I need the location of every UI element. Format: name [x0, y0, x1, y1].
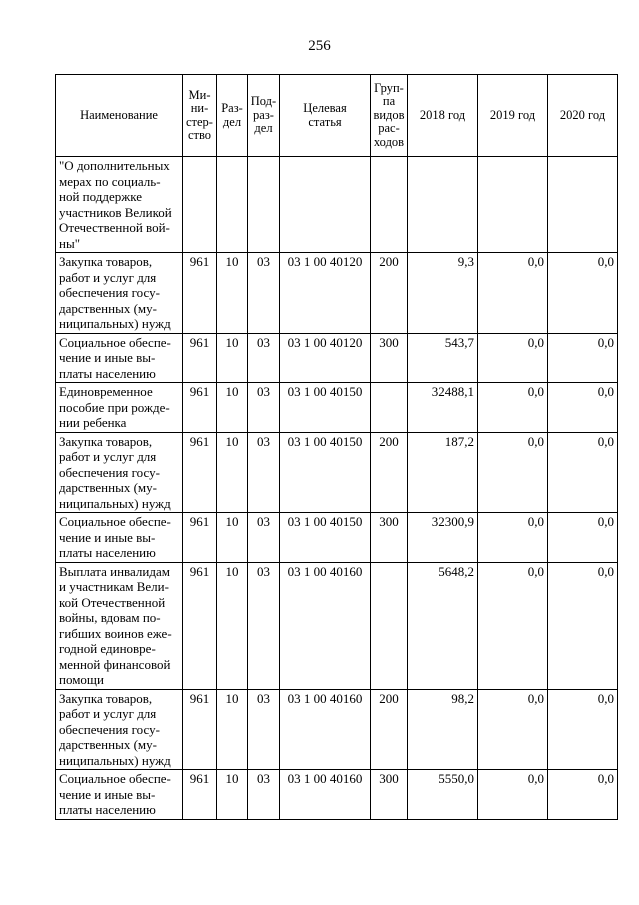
row-value-2019: 0,0 — [478, 562, 548, 689]
row-section — [217, 157, 248, 253]
row-value-2018: 98,2 — [408, 689, 478, 770]
row-value-2018: 9,3 — [408, 253, 478, 334]
row-expense-group: 200 — [371, 432, 408, 513]
row-name: Закупка товаров, работ и услуг для обеспечения госу- дарственных (му- ниципальных) нужд — [56, 253, 183, 334]
row-target: 03 1 00 40120 — [280, 333, 371, 383]
table-header-row — [56, 75, 618, 157]
header-2018: 2018 год — [408, 75, 478, 157]
row-target: 03 1 00 40160 — [280, 689, 371, 770]
row-target: 03 1 00 40160 — [280, 562, 371, 689]
header-2020: 2020 год — [548, 75, 618, 157]
row-name: "О дополнительных мерах по социаль- ной поддержке участников Великой Отечественной вой- ны" — [56, 157, 183, 253]
header-name: Наименование — [56, 75, 183, 157]
row-subsection: 03 — [248, 383, 280, 433]
row-value-2019: 0,0 — [478, 770, 548, 820]
row-value-2019 — [478, 157, 548, 253]
row-subsection — [248, 157, 280, 253]
row-value-2019: 0,0 — [478, 513, 548, 563]
row-name: Единовременное пособие при рожде- нии ребенка — [56, 383, 183, 433]
table-row — [56, 770, 618, 820]
row-value-2018: 5550,0 — [408, 770, 478, 820]
table-row — [56, 253, 618, 334]
table-row — [56, 562, 618, 689]
row-value-2020: 0,0 — [548, 513, 618, 563]
row-value-2020: 0,0 — [548, 562, 618, 689]
header-ministry: Ми- ни- стер- ство — [183, 75, 217, 157]
row-target: 03 1 00 40120 — [280, 253, 371, 334]
row-ministry: 961 — [183, 513, 217, 563]
table-row — [56, 689, 618, 770]
row-target: 03 1 00 40160 — [280, 770, 371, 820]
row-subsection: 03 — [248, 770, 280, 820]
row-ministry: 961 — [183, 253, 217, 334]
row-ministry: 961 — [183, 562, 217, 689]
row-target: 03 1 00 40150 — [280, 513, 371, 563]
row-expense-group — [371, 562, 408, 689]
row-section: 10 — [217, 770, 248, 820]
row-section: 10 — [217, 253, 248, 334]
row-name: Социальное обеспе- чение и иные вы- платы населению — [56, 513, 183, 563]
page-number: 256 — [308, 38, 331, 54]
row-section: 10 — [217, 383, 248, 433]
header-expense-group: Груп- па видов рас- ходов — [371, 75, 408, 157]
row-ministry: 961 — [183, 383, 217, 433]
row-section: 10 — [217, 513, 248, 563]
row-value-2019: 0,0 — [478, 689, 548, 770]
row-section: 10 — [217, 333, 248, 383]
header-target: Целевая статья — [280, 75, 371, 157]
row-value-2020: 0,0 — [548, 383, 618, 433]
row-expense-group: 300 — [371, 513, 408, 563]
row-name: Закупка товаров, работ и услуг для обеспечения госу- дарственных (му- ниципальных) нужд — [56, 689, 183, 770]
row-expense-group: 200 — [371, 253, 408, 334]
table-row — [56, 383, 618, 433]
row-expense-group: 200 — [371, 689, 408, 770]
row-value-2018: 32488,1 — [408, 383, 478, 433]
table-row — [56, 157, 618, 253]
table-row — [56, 432, 618, 513]
row-target: 03 1 00 40150 — [280, 432, 371, 513]
row-subsection: 03 — [248, 513, 280, 563]
row-value-2020: 0,0 — [548, 253, 618, 334]
row-expense-group: 300 — [371, 770, 408, 820]
row-name: Социальное обеспе- чение и иные вы- платы населению — [56, 770, 183, 820]
row-ministry: 961 — [183, 770, 217, 820]
row-section: 10 — [217, 432, 248, 513]
table-row — [56, 513, 618, 563]
budget-table — [55, 74, 618, 820]
row-name: Закупка товаров, работ и услуг для обеспечения госу- дарственных (му- ниципальных) нужд — [56, 432, 183, 513]
row-section: 10 — [217, 562, 248, 689]
row-value-2020: 0,0 — [548, 333, 618, 383]
row-ministry: 961 — [183, 333, 217, 383]
row-value-2018: 32300,9 — [408, 513, 478, 563]
row-value-2018 — [408, 157, 478, 253]
table-row — [56, 333, 618, 383]
row-value-2020 — [548, 157, 618, 253]
row-value-2018: 5648,2 — [408, 562, 478, 689]
row-subsection: 03 — [248, 562, 280, 689]
row-target: 03 1 00 40150 — [280, 383, 371, 433]
header-2019: 2019 год — [478, 75, 548, 157]
row-expense-group — [371, 383, 408, 433]
row-ministry — [183, 157, 217, 253]
row-subsection: 03 — [248, 689, 280, 770]
row-expense-group: 300 — [371, 333, 408, 383]
row-value-2018: 543,7 — [408, 333, 478, 383]
row-subsection: 03 — [248, 333, 280, 383]
row-name: Выплата инвалидам и участникам Вели- кой Отечественной войны, вдовам по- гибших воинов еже- годной единовре- менной финансовой помощи — [56, 562, 183, 689]
row-value-2019: 0,0 — [478, 253, 548, 334]
table-body — [56, 157, 618, 820]
row-target — [280, 157, 371, 253]
row-subsection: 03 — [248, 253, 280, 334]
row-subsection: 03 — [248, 432, 280, 513]
row-ministry: 961 — [183, 689, 217, 770]
row-name: Социальное обеспе- чение и иные вы- платы населению — [56, 333, 183, 383]
header-section: Раз- дел — [217, 75, 248, 157]
row-section: 10 — [217, 689, 248, 770]
row-value-2020: 0,0 — [548, 689, 618, 770]
row-ministry: 961 — [183, 432, 217, 513]
row-value-2019: 0,0 — [478, 383, 548, 433]
row-value-2020: 0,0 — [548, 770, 618, 820]
row-expense-group — [371, 157, 408, 253]
header-subsection: Под- раз- дел — [248, 75, 280, 157]
row-value-2020: 0,0 — [548, 432, 618, 513]
row-value-2019: 0,0 — [478, 432, 548, 513]
row-value-2018: 187,2 — [408, 432, 478, 513]
row-value-2019: 0,0 — [478, 333, 548, 383]
